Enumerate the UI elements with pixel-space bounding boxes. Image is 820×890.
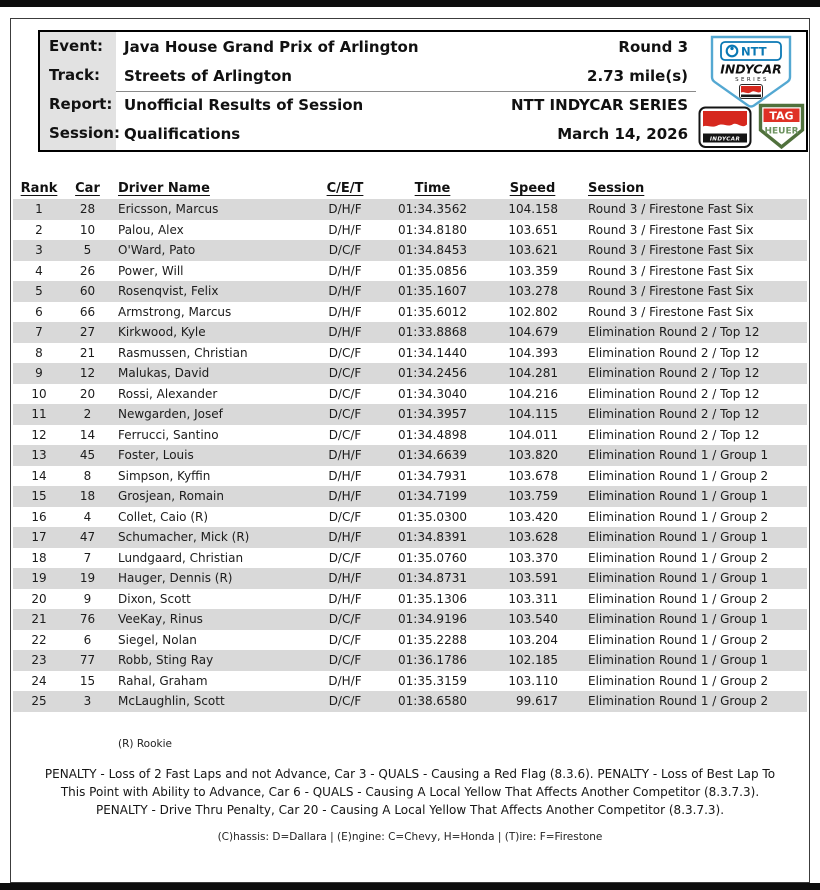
speed-cell: 103.678 [508,468,558,483]
session-cell: Elimination Round 2 / Top 12 [570,404,807,425]
event-name: Java House Grand Prix of Arlington [124,37,419,56]
session-cell: Round 3 / Firestone Fast Six [570,240,807,261]
results-table [13,177,807,712]
car-cell: 8 [83,468,92,483]
car-cell: 21 [79,345,96,360]
time-cell: 01:34.3562 [370,199,495,220]
rank-cell: 2 [35,222,43,237]
table-row [13,630,807,651]
rank-cell: 23 [13,650,65,671]
speed-cell: 104.281 [495,363,570,384]
results-header [13,177,807,199]
car-cell: 7 [83,550,92,565]
car-cell: 26 [79,263,96,278]
time-cell: 01:35.2288 [398,632,467,647]
speed-cell: 103.628 [495,527,570,548]
driver-cell: Collet, Caio (R) [118,509,209,524]
car-cell: 19 [65,568,110,589]
time-cell: 01:34.2456 [370,363,495,384]
cet-cell: D/H/F [320,281,370,302]
car-cell: 14 [79,427,96,442]
ntt-wordmark: NTT [741,44,767,59]
top-edge-bar [0,0,820,7]
driver-cell: Kirkwood, Kyle [110,322,320,343]
flag-wordmark: INDYCAR [709,136,741,143]
table-row [13,548,807,569]
table-row [13,671,807,692]
session-cell: Elimination Round 1 / Group 2 [588,673,769,688]
session-cell: Elimination Round 1 / Group 2 [588,591,769,606]
speed-cell: 104.115 [495,404,570,425]
table-row [13,691,807,712]
rank-cell: 15 [13,486,65,507]
cet-cell: D/H/F [328,263,362,278]
session-cell: Elimination Round 1 / Group 2 [588,550,769,565]
session-cell: Elimination Round 1 / Group 2 [570,691,807,712]
cet-cell: D/C/F [328,386,362,401]
results-sheet [10,18,810,883]
cet-cell: D/C/F [320,404,370,425]
driver-cell: Rosenqvist, Felix [110,281,320,302]
cet-cell: D/H/F [328,222,362,237]
speed-cell: 103.370 [508,550,558,565]
rank-cell: 8 [35,345,43,360]
driver-cell: Palou, Alex [118,222,184,237]
time-cell: 01:35.1607 [370,281,495,302]
cet-cell: D/C/F [320,691,370,712]
cet-cell: D/H/F [320,445,370,466]
tag-heuer-logo [758,103,805,150]
indycar-series-shield-logo [709,35,793,109]
table-row [13,302,807,323]
track-name: Streets of Arlington [124,66,292,85]
session-cell: Elimination Round 1 / Group 2 [588,509,769,524]
col-car: Car [75,180,100,196]
session-cell: Elimination Round 1 / Group 1 [570,609,807,630]
time-cell: 01:34.4898 [398,427,467,442]
session-name: Qualifications [124,124,241,143]
car-cell: 15 [79,673,96,688]
time-cell: 01:35.6012 [398,304,467,319]
table-row [13,404,807,425]
speed-cell: 103.359 [508,263,558,278]
speed-cell: 99.617 [495,691,570,712]
driver-cell: Schumacher, Mick (R) [110,527,320,548]
time-cell: 01:34.8391 [370,527,495,548]
speed-cell: 103.110 [508,673,558,688]
driver-cell: Newgarden, Josef [110,404,320,425]
cet-cell: D/H/F [328,673,362,688]
speed-cell: 104.011 [508,427,558,442]
table-row [13,199,807,220]
time-cell: 01:35.3159 [398,673,467,688]
session-header-box [38,30,808,152]
car-cell: 27 [65,322,110,343]
time-cell: 01:38.6580 [370,691,495,712]
header-divider [116,91,696,92]
indycar-wordmark: INDYCAR [720,61,782,77]
header-logo-area [696,32,806,150]
time-cell: 01:34.7199 [370,486,495,507]
speed-cell: 103.204 [508,632,558,647]
speed-cell: 103.420 [508,509,558,524]
series-name: NTT INDYCAR SERIES [510,95,688,114]
track-label: Track: [49,66,100,84]
penalty-line: PENALTY - Loss of 2 Fast Laps and not Advance, Car 3 - QUALS - Causing a Red Flag (8.3.6). PENALTY - Loss of Best Lap To [44,767,776,781]
driver-cell: VeeKay, Rinus [110,609,320,630]
time-cell: 01:35.1306 [398,591,467,606]
table-row [13,527,807,548]
driver-cell: Armstrong, Marcus [118,304,232,319]
session-cell: Elimination Round 2 / Top 12 [588,427,760,442]
car-cell: 77 [65,650,110,671]
time-cell: 01:34.8731 [370,568,495,589]
speed-cell: 104.158 [495,199,570,220]
table-row [13,589,807,610]
car-cell: 60 [65,281,110,302]
car-cell: 76 [65,609,110,630]
table-row [13,343,807,364]
rank-cell: 4 [35,263,43,278]
car-cell: 9 [83,591,92,606]
session-cell: Elimination Round 1 / Group 1 [570,650,807,671]
session-label: Session: [49,124,120,142]
time-cell: 01:34.1440 [398,345,467,360]
time-cell: 01:34.3040 [398,386,467,401]
rank-cell: 14 [31,468,47,483]
car-cell: 6 [83,632,92,647]
session-cell: Round 3 / Firestone Fast Six [570,281,807,302]
driver-cell: Rossi, Alexander [118,386,218,401]
session-cell: Elimination Round 1 / Group 1 [570,527,807,548]
cet-cell: D/H/F [328,468,362,483]
session-cell: Elimination Round 2 / Top 12 [570,322,807,343]
driver-cell: Ferrucci, Santino [118,427,219,442]
rank-cell: 1 [13,199,65,220]
speed-cell: 104.393 [508,345,558,360]
rank-cell: 20 [31,591,47,606]
driver-cell: Siegel, Nolan [118,632,197,647]
rookie-note: (R) Rookie [118,738,172,750]
car-cell: 4 [83,509,92,524]
speed-cell: 103.278 [495,281,570,302]
cet-cell: D/C/F [328,632,362,647]
cet-cell: D/H/F [320,199,370,220]
col-speed: Speed [509,180,556,196]
session-cell: Round 3 / Firestone Fast Six [570,199,807,220]
time-cell: 01:35.0760 [398,550,467,565]
driver-cell: Simpson, Kyffin [118,468,211,483]
track-length: 2.73 mile(s) [587,66,688,85]
speed-cell: 103.591 [495,568,570,589]
cet-cell: D/C/F [320,240,370,261]
speed-cell: 104.679 [495,322,570,343]
cet-cell: D/H/F [328,304,362,319]
col-driver: Driver Name [118,180,210,196]
driver-cell: O'Ward, Pato [110,240,320,261]
session-cell: Elimination Round 1 / Group 2 [588,632,769,647]
session-cell: Elimination Round 1 / Group 1 [570,445,807,466]
speed-cell: 103.540 [495,609,570,630]
car-cell: 18 [65,486,110,507]
driver-cell: Ericsson, Marcus [110,199,320,220]
cet-cell: D/C/F [328,427,362,442]
session-cell: Elimination Round 1 / Group 1 [570,568,807,589]
session-cell: Round 3 / Firestone Fast Six [588,304,754,319]
driver-cell: Robb, Sting Ray [110,650,320,671]
header-label-column [40,32,120,150]
cet-cell: D/C/F [328,550,362,565]
col-rank: Rank [20,180,58,196]
speed-cell: 104.216 [508,386,558,401]
report-label: Report: [49,95,113,113]
speed-cell: 103.759 [495,486,570,507]
rank-cell: 3 [13,240,65,261]
round-number: Round 3 [618,37,688,56]
table-row [13,322,807,343]
session-cell: Elimination Round 2 / Top 12 [588,345,760,360]
event-label: Event: [49,37,104,55]
driver-cell: Rahal, Graham [118,673,208,688]
report-type: Unofficial Results of Session [124,95,364,114]
rank-cell: 21 [13,609,65,630]
driver-cell: Dixon, Scott [118,591,191,606]
table-row [13,384,807,405]
table-row [13,650,807,671]
abbreviation-legend: (C)hassis: D=Dallara | (E)ngine: C=Chevy, H=Honda | (T)ire: F=Firestone [217,831,603,843]
cet-cell: D/C/F [320,650,370,671]
session-cell: Elimination Round 2 / Top 12 [588,386,760,401]
table-row [13,445,807,466]
col-time: Time [414,180,451,196]
table-row [13,261,807,282]
table-row [13,363,807,384]
driver-cell: Lundgaard, Christian [118,550,244,565]
table-row [13,425,807,446]
cet-cell: D/H/F [320,486,370,507]
rank-cell: 16 [31,509,47,524]
speed-cell: 103.820 [495,445,570,466]
time-cell: 01:34.8180 [398,222,467,237]
car-cell: 47 [65,527,110,548]
rank-cell: 18 [31,550,47,565]
tag-wordmark: TAG [769,109,794,123]
time-cell: 01:34.3957 [370,404,495,425]
rank-cell: 13 [13,445,65,466]
rank-cell: 24 [31,673,47,688]
time-cell: 01:34.9196 [370,609,495,630]
cet-cell: D/H/F [320,322,370,343]
shield-flag-emblem [740,85,763,99]
cet-cell: D/C/F [320,609,370,630]
driver-cell: Foster, Louis [110,445,320,466]
driver-cell: Rasmussen, Christian [118,345,248,360]
session-cell: Elimination Round 2 / Top 12 [570,363,807,384]
speed-cell: 102.185 [495,650,570,671]
rank-cell: 19 [13,568,65,589]
car-cell: 2 [65,404,110,425]
bottom-edge-bar [0,883,820,890]
penalty-line: PENALTY - Drive Thru Penalty, Car 20 - Causing A Local Yellow That Affects Another Competitor (8.3.7.3). [95,803,725,817]
rank-cell: 7 [13,322,65,343]
heuer-wordmark: HEUER [764,126,799,137]
table-row [13,240,807,261]
cet-cell: D/C/F [328,345,362,360]
table-row [13,220,807,241]
car-cell: 45 [65,445,110,466]
session-cell: Elimination Round 1 / Group 1 [570,486,807,507]
time-cell: 01:34.8453 [370,240,495,261]
session-cell: Round 3 / Firestone Fast Six [588,263,754,278]
car-cell: 10 [79,222,96,237]
speed-cell: 103.621 [495,240,570,261]
table-row [13,466,807,487]
driver-cell: Malukas, David [110,363,320,384]
driver-cell: Hauger, Dennis (R) [110,568,320,589]
series-wordmark: SERIES [735,77,769,83]
rank-cell: 11 [13,404,65,425]
cet-cell: D/H/F [320,568,370,589]
driver-cell: Power, Will [118,263,184,278]
car-cell: 12 [65,363,110,384]
session-cell: Elimination Round 1 / Group 2 [588,468,769,483]
cet-cell: D/H/F [328,591,362,606]
time-cell: 01:34.7931 [398,468,467,483]
rank-cell: 5 [13,281,65,302]
results-body [13,199,807,712]
driver-cell: McLaughlin, Scott [110,691,320,712]
time-cell: 01:36.1786 [370,650,495,671]
time-cell: 01:35.0856 [398,263,467,278]
rank-cell: 22 [31,632,47,647]
table-row [13,507,807,528]
driver-cell: Grosjean, Romain [110,486,320,507]
speed-cell: 103.651 [508,222,558,237]
col-session: Session [588,180,645,196]
time-cell: 01:35.0300 [398,509,467,524]
penalty-line: This Point with Ability to Advance, Car 6 - QUALS - Causing A Local Yellow That Affects Another Competitor (8.3.7.3). [60,785,760,799]
speed-cell: 103.311 [508,591,558,606]
car-cell: 28 [65,199,110,220]
car-cell: 20 [79,386,96,401]
cet-cell: D/C/F [320,363,370,384]
indycar-flag-logo [698,106,752,149]
car-cell: 5 [65,240,110,261]
cet-cell: D/H/F [320,527,370,548]
rank-cell: 12 [31,427,47,442]
session-cell: Round 3 / Firestone Fast Six [588,222,754,237]
car-cell: 66 [79,304,96,319]
header-value-column [116,32,696,150]
rank-cell: 25 [13,691,65,712]
rank-cell: 17 [13,527,65,548]
speed-cell: 102.802 [508,304,558,319]
cet-cell: D/C/F [328,509,362,524]
session-date: March 14, 2026 [557,124,688,143]
table-row [13,486,807,507]
rank-cell: 6 [35,304,43,319]
table-row [13,568,807,589]
table-row [13,609,807,630]
rank-cell: 9 [13,363,65,384]
car-cell: 3 [65,691,110,712]
time-cell: 01:33.8868 [370,322,495,343]
rank-cell: 10 [31,386,47,401]
time-cell: 01:34.6639 [370,445,495,466]
table-row [13,281,807,302]
col-cet: C/E/T [326,180,364,196]
